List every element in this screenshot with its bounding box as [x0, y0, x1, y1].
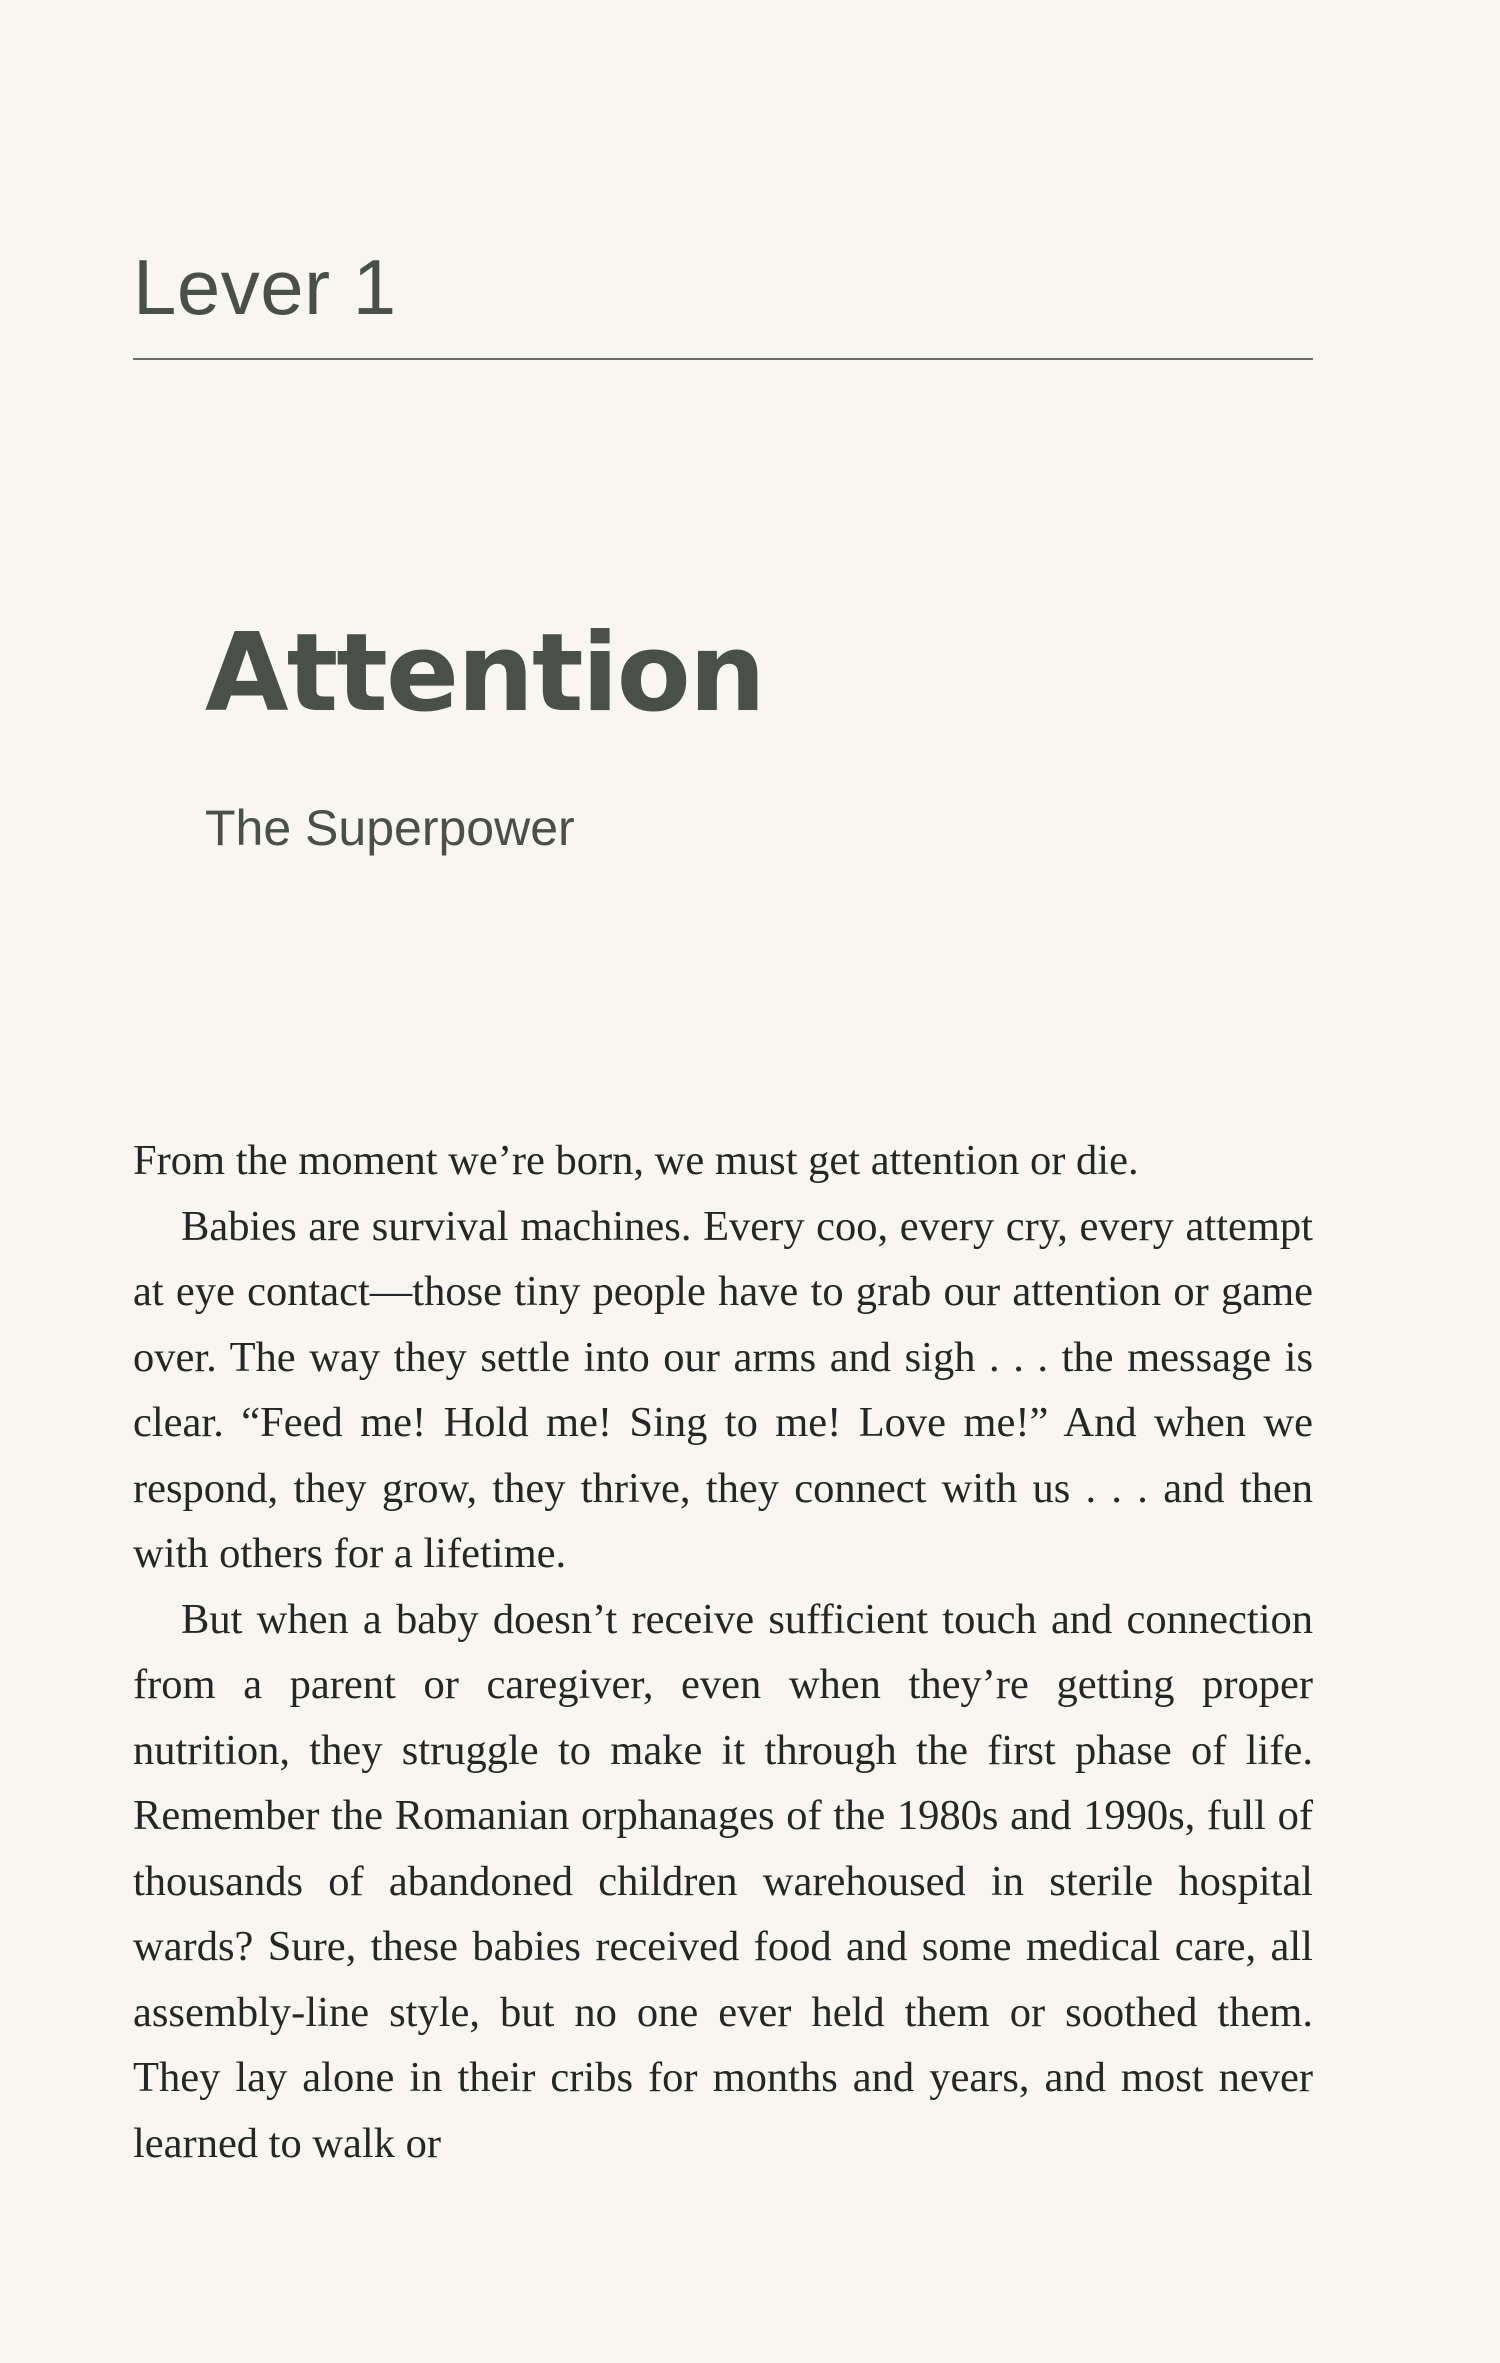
- chapter-subtitle: The Superpower: [205, 800, 575, 856]
- lever-label: Lever 1: [133, 243, 397, 331]
- header-rule: [133, 358, 1313, 360]
- paragraph-1: From the moment we’re born, we must get attention or die.: [133, 1137, 1139, 1184]
- paragraph-2: Babies are survival machines. Every coo, every cry, every attempt at eye contact—those tiny people have to grab our attention or game over. The way they settle into our arms and sigh . . . the message is clear. “Feed me! Hold me! Sing to me! Love me!” And when we respond, they grow, they thrive, they connect with us . . . and then with others for a lifetime.: [133, 1202, 1313, 1577]
- chapter-title: Attention: [205, 611, 764, 736]
- paragraph-3: But when a baby doesn’t receive sufficient touch and connection from a parent or caregiver, even when they’re getting proper nutrition, they struggle to make it through the first phase of life. Remember the Romanian orphanages of the 1980s and 1990s, full of thousands of abandoned children warehoused in sterile hospital wards? Sure, these babies received food and some medical care, all assembly-line style, but no one ever held them or soothed them. They lay alone in their cribs for months and years, and most never learned to walk or: [133, 1595, 1313, 2167]
- body-text: [133, 1128, 1313, 2176]
